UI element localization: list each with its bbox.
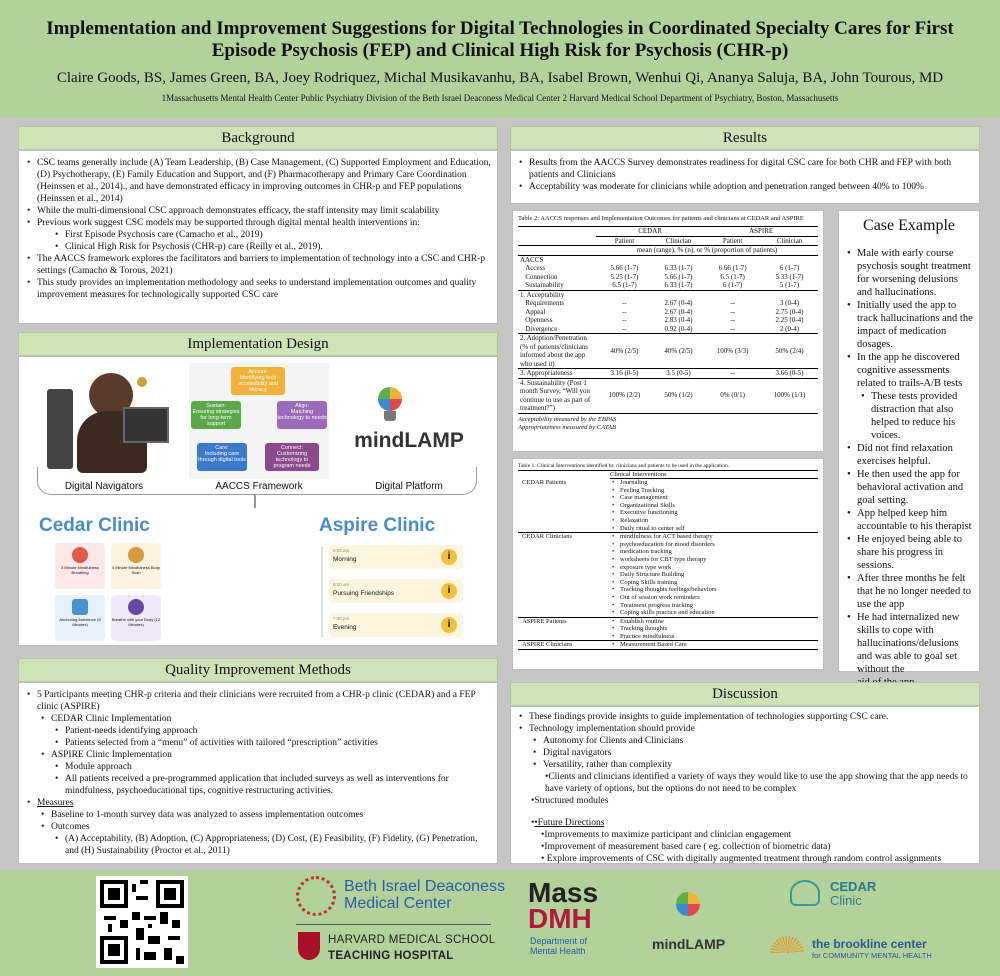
table2-col-header: Patient xyxy=(614,236,635,245)
case-bullet: • Male with early course psychosis sought treatment for worsening delusions and hallucinations. xyxy=(845,247,973,299)
background-bullet: • The AACCS framework explores the facilitators and barriers to implementation of technology into a CSC and CHR-p settings (Camacho & Torous, 2021) xyxy=(25,253,491,277)
table2-cell: 100% (2/2) xyxy=(608,391,641,400)
cedar-tile[interactable]: 3 Minute Mindfulness Breathing xyxy=(55,543,105,589)
info-icon[interactable]: i xyxy=(441,583,457,599)
table2-row xyxy=(518,273,818,282)
discussion-heading: Discussion xyxy=(510,682,980,706)
table2-row xyxy=(518,255,818,264)
table1-group xyxy=(518,618,818,642)
background-bullet: • This study provides an implementation methodology and seeks to understand implementation outcomes and quality improvement measures for technologically supported CSC care xyxy=(25,277,491,301)
table2-cell: 3.16 (0-5) xyxy=(610,369,639,377)
table1-group-name: ASPIRE Clinicians xyxy=(522,641,573,649)
table2-col-header: Clinician xyxy=(776,236,803,245)
table2-row-label: 3. Appropriateness xyxy=(520,369,573,377)
table2-row xyxy=(518,378,818,413)
table1-item: • psychoeducation for mood disorders xyxy=(612,540,715,548)
table2-row xyxy=(518,308,818,317)
table1-group-name: CEDAR Clinicians xyxy=(522,533,573,541)
massdmh-logo xyxy=(528,877,599,934)
table2-cell: 100% (3/3) xyxy=(716,346,749,355)
table2-row xyxy=(518,325,818,334)
table2-cell: 3.5 (0-5) xyxy=(666,369,691,377)
table1-item: • Out of session work reminders xyxy=(612,593,700,601)
qim-bullet: • Outcomes xyxy=(25,821,491,833)
table2-row xyxy=(518,334,818,369)
table2-cell: 6.33 (1-7) xyxy=(664,281,693,289)
table2-cell: 5.33 (1-7) xyxy=(775,272,804,281)
cedar-tile[interactable]: 4 Minute Mindfulness Body Scan xyxy=(111,543,161,589)
background-bullet: • Previous work suggest CSC models may be supported through digital mental health interventions in: xyxy=(25,217,491,229)
table2-cell: 0% (0/1) xyxy=(720,391,745,400)
table1-item: • Treatment progress tracking xyxy=(612,601,694,609)
table2-row-label: 4. Sustainability (Post 1 month Survey, “Will you continue to use as part of treatment?”) xyxy=(520,378,592,412)
table2-row-label: Appeal xyxy=(520,307,546,316)
digital-platform-label: Digital Platform xyxy=(375,481,443,492)
qim-bullet xyxy=(25,797,491,809)
aaccs-connect-label: Connect: xyxy=(280,445,303,451)
table2-cell: -- xyxy=(730,324,735,333)
table1-item: • Practice mindfulness xyxy=(612,632,675,640)
table2-cedar-header: CEDAR xyxy=(596,227,704,237)
mindlamp-bulb-icon xyxy=(676,892,700,916)
case-bullet: • Initially used the app to track hallucinations and the impact of medication dosages. xyxy=(845,299,973,351)
harvard-line: TEACHING HOSPITAL xyxy=(328,950,454,962)
table2 xyxy=(518,226,818,414)
table2-cell: 6.66 (1-7) xyxy=(718,264,747,272)
brookline-line: the brookline center xyxy=(812,937,927,951)
info-icon[interactable]: i xyxy=(441,617,457,633)
table2-cell xyxy=(653,255,704,264)
table2-cell: 6.5 (1-7) xyxy=(720,272,745,281)
table2-row xyxy=(518,369,818,379)
table1-item: • mindfulness for ACT based therapy xyxy=(612,533,713,541)
table2-cell: 3.66 (0-5) xyxy=(775,369,804,377)
poster-body xyxy=(0,118,1000,870)
cedar-clinic-title: Cedar Clinic xyxy=(39,515,150,536)
cedar-app-grid xyxy=(55,543,163,643)
table1-item: • Tracking thoughts xyxy=(612,625,668,633)
poster-authors: Claire Goods, BS, James Green, BA, Joey Rodriquez, Michal Musikavanhu, BA, Isabel Brown, Wenhui Qi, Ananya Saluja, BA, John Tourous, MD xyxy=(56,70,944,86)
table2-cell: 2.67 (0-4) xyxy=(664,299,693,307)
table1-item: • medication tracking xyxy=(612,548,672,556)
dmh-subtext xyxy=(530,936,587,956)
table2-row-label: Divergence xyxy=(520,324,558,333)
table2-row-label: Sustainability xyxy=(520,281,564,289)
table2-caption: Table 2: AACCS responses and Implementation Outcomes for patients and clinicians at CEDAR and ASPIRE xyxy=(518,215,804,222)
qim-bullet: • All patients received a pre-programmed application that included surveys as well as interventions for mindfulness, psychoeducational tips, cognitive restructuring activities. xyxy=(25,773,491,797)
qim-bullet: • 5 Participants meeting CHR-p criteria and their clinicians were recruited from a CHR-p clinic (CEDAR) and a FEP clinic (ASPIRE) xyxy=(25,689,491,713)
table1-caption: Table 1: Clinical Interventions identified by clinicians and patients to be used in the application. xyxy=(518,463,818,471)
table2-cell: -- xyxy=(622,316,627,324)
dmh-sub-line: Department of xyxy=(530,936,588,946)
discussion-bullet: •Structured modules xyxy=(531,796,609,806)
dmh-sub-line: Mental Health xyxy=(530,946,586,956)
results-panel xyxy=(510,150,980,204)
brookline-line: for COMMUNITY MENTAL HEALTH xyxy=(812,951,932,960)
implementation-panel xyxy=(18,356,498,646)
mass-text: Mass xyxy=(528,877,599,908)
qr-code[interactable] xyxy=(96,876,188,968)
case-bullet: • After three months he felt that he no longer needed to use the app xyxy=(845,572,973,611)
table2-row xyxy=(518,281,818,290)
table2-col-header: Clinician xyxy=(665,236,692,245)
discussion-bullet: • Explore improvements of CSC with digitally augmented treatment through random control assignments xyxy=(541,854,942,864)
qim-bullet: • Patient-needs identifying approach xyxy=(25,725,491,737)
case-bullet: • He had internalized new skills to cope with hallucinations/delusions and was able to goal set without the xyxy=(845,611,973,676)
table1-col-header: Clinical Interventions xyxy=(610,471,818,479)
cedar-tile[interactable]: Anchoring Ambience (5 Minutes) xyxy=(55,595,105,641)
qim-heading: Quality Improvement Methods xyxy=(18,658,498,682)
table2-cell xyxy=(704,290,761,299)
poster-affiliations: 1Massachusetts Mental Health Center Public Psychiatry Division of the Beth Israel Deaconess Medical Center 2 Harvard Medical School Department of Psychiatry, Boston, Massachusetts xyxy=(161,93,839,103)
table1-item: • Establish routine xyxy=(612,617,664,625)
table1-item: • exposure type work xyxy=(612,563,672,571)
poster-footer xyxy=(0,870,1000,976)
table1-group-name: ASPIRE Patients xyxy=(522,617,567,625)
case-bullet: • In the app he discovered cognitive assessments related to trails-A/B tests xyxy=(845,351,973,390)
table2-panel xyxy=(512,210,824,452)
table2-cell: 5.25 (1-7) xyxy=(610,272,639,281)
mindlamp-footer-logo: mindLAMP xyxy=(652,936,726,952)
case-bullet: • App helped keep him accountable to his therapist xyxy=(845,507,973,533)
background-heading: Background xyxy=(18,126,498,150)
future-directions-label: •Future Directions xyxy=(534,818,605,828)
table2-cell: -- xyxy=(730,369,735,377)
aaccs-sustain-box xyxy=(191,401,241,429)
table1-item: • Daily ritual to center self xyxy=(612,524,685,532)
aaccs-align-label: Align: xyxy=(295,403,309,409)
qim-bullet: • ASPIRE Clinic Implementation xyxy=(25,749,491,761)
table2-cell xyxy=(653,290,704,299)
aaccs-care-label: Care: xyxy=(215,445,229,451)
digital-navigators-label: Digital Navigators xyxy=(64,481,144,492)
digital-navigator-illustration xyxy=(41,367,171,477)
table2-cell xyxy=(761,255,818,264)
discussion-bullet: • Versatility, rather than complexity xyxy=(517,759,973,771)
aaccs-align-box xyxy=(277,401,327,429)
qim-bullet: • Patients selected from a “menu” of activities with tailored “prescription” activities xyxy=(25,737,491,749)
poster-header xyxy=(0,0,1000,118)
aaccs-framework-diagram xyxy=(189,363,329,479)
table2-cell: -- xyxy=(730,307,735,316)
results-heading: Results xyxy=(510,126,980,150)
table1-item: • Measurement Based Care xyxy=(612,641,687,649)
table2-cell: -- xyxy=(622,299,627,307)
table1-group xyxy=(518,641,818,650)
discussion-bullet: •Improvement of measurement based care ( eg. collection of biometric data) xyxy=(541,842,831,852)
qim-bullet: • CEDAR Clinic Implementation xyxy=(25,713,491,725)
table2-cell: 40% (2/5) xyxy=(610,346,639,355)
case-bullet: • He enjoyed being able to share his progress in sessions. xyxy=(845,533,973,572)
table2-cell: 2.67 (0-4) xyxy=(664,307,693,316)
qim-bullet: • Module approach xyxy=(25,761,491,773)
table2-col-header: Patient xyxy=(722,236,743,245)
table2-row-label: 1. Acceptability xyxy=(520,290,565,299)
table2-cell: 5.66 (1-7) xyxy=(610,264,639,272)
table2-row-label: AACCS xyxy=(520,255,544,264)
table2-cell: 6 (1-7) xyxy=(722,281,743,289)
table1-item: • Feeling Tracking xyxy=(612,486,665,494)
table1-item: • Daily Structure Building xyxy=(612,571,685,579)
table1-item: • Relaxation xyxy=(612,516,649,524)
table2-cell: -- xyxy=(622,324,627,333)
table2-cell: 6.33 (1-7) xyxy=(664,264,693,272)
table1-item: • Executive functioning xyxy=(612,509,678,517)
bidmc-logo-text xyxy=(344,878,505,912)
research-seal-icon xyxy=(296,876,336,916)
table2-cell xyxy=(596,255,653,264)
table2-row-label: 2. Adoption/Penetration (% of patients/clinicians informed about the app who used it) xyxy=(520,334,590,368)
table1-item: • worksheets for CBT type therapy xyxy=(612,555,707,563)
table2-cell: 100% (1/1) xyxy=(773,391,806,400)
harvard-shield-icon xyxy=(298,932,320,960)
table2-cell: 3 (0-4) xyxy=(779,299,800,307)
clinic-text: Clinic xyxy=(830,893,862,908)
aaccs-framework-label: AACCS Framework xyxy=(215,481,303,492)
table2-row xyxy=(518,316,818,325)
lightbulb-icon xyxy=(375,387,405,423)
bidmc-line: Medical Center xyxy=(344,895,452,912)
background-bullet: • CSC teams generally include (A) Team Leadership, (B) Case Management, (C) Supported Employment and Education, (D) Psychotherapy, (E) Family Education and Support, and (F) Pharmacotherapy and Primary Care Coordination (Heinssen et al., 2014)., and have demonstrated efficacy in improving outcomes in CHR-p and FEP populations (Heinssen et al., 2014) xyxy=(25,157,491,205)
table2-cell: 50% (2/4) xyxy=(775,346,804,355)
table1-panel xyxy=(512,458,824,670)
table2-row-label: Requirements xyxy=(520,299,565,307)
aaccs-access-box xyxy=(231,367,285,395)
aspire-schedule xyxy=(317,543,465,643)
footer-divider xyxy=(296,924,491,925)
discussion-bullet: •Clients and clinicians identified a variety of ways they would like to use the app showing that the app needs to have variety of options, but the options do not need to be complex xyxy=(545,772,968,794)
bracket-stem xyxy=(254,494,256,508)
aaccs-access-sub: Identifying tech accessibility and literacy xyxy=(237,375,279,393)
table2-cell: 2.75 (0-4) xyxy=(775,307,804,316)
table2-cell: 50% (1/2) xyxy=(664,391,693,400)
lamp-dot xyxy=(137,377,147,387)
discussion-bullet: • These findings provide insights to guide implementation of technologies supporting CSC care. xyxy=(517,711,973,723)
table2-cell: 2 (0-4) xyxy=(779,324,800,333)
harvard-logo-text xyxy=(328,932,495,964)
qim-panel xyxy=(18,682,498,864)
table2-cell: 40% (2/5) xyxy=(664,346,693,355)
table2-aspire-header: ASPIRE xyxy=(704,227,818,237)
harvard-line: HARVARD MEDICAL SCHOOL xyxy=(328,934,496,946)
table2-cell: 5 (1-7) xyxy=(779,281,800,289)
table2-row-label: Access xyxy=(520,264,546,272)
cedar-text: CEDAR xyxy=(830,879,877,894)
tablet-shape xyxy=(47,389,73,469)
cedar-tree-icon xyxy=(790,880,820,906)
table1-group xyxy=(518,479,818,533)
table1-item: • Coping Skills training xyxy=(612,578,678,586)
case-bullet: • These tests provided distraction that also helped to reduce his voices. xyxy=(845,390,973,442)
results-bullet: • Results from the AACCS Survey demonstrates readiness for digital CSC care for both CHR and FEP with both patients and Clinicians xyxy=(517,157,973,181)
aspire-row[interactable]: 8:00 am Morning i xyxy=(329,545,463,569)
table1-item: • Tracking thoughts feelings/behaviors xyxy=(612,586,717,594)
mindlamp-wordmark: mindLAMP xyxy=(354,429,464,452)
background-panel xyxy=(18,150,498,324)
cedar-footer-logo xyxy=(830,880,876,908)
table2-cell: -- xyxy=(730,316,735,324)
table2-cell: -- xyxy=(622,307,627,316)
table2-cell xyxy=(596,290,653,299)
results-bullet: • Acceptability was moderate for clinicians while adoption and penetration ranged between 40% to 100% xyxy=(517,181,973,193)
table1-item: • Journaling xyxy=(612,479,648,486)
qim-bullet: • Baseline to 1-month survey data was analyzed to assess implementation outcomes xyxy=(25,809,491,821)
aaccs-access-label: Access: xyxy=(248,369,268,375)
table2-cell: 6.5 (1-7) xyxy=(612,281,637,289)
table2-cell xyxy=(704,255,761,264)
table1-item: • Organizational Skills xyxy=(612,501,675,509)
brookline-sun-icon xyxy=(770,936,804,953)
discussion-bullet: • Autonomy for Clients and Clinicians xyxy=(517,735,973,747)
table1-group-name: CEDAR Patients xyxy=(522,479,567,486)
table2-row-label: Connection xyxy=(520,272,558,281)
bracket-line xyxy=(37,467,477,495)
aspire-clinic-title: Aspire Clinic xyxy=(319,515,436,536)
measures-label: Measures xyxy=(37,798,74,808)
table2-cell: 6 (1-7) xyxy=(779,264,800,272)
background-bullet: • While the multi-dimensional CSC approach demonstrates efficacy, the staff intensity may limit scalability xyxy=(25,205,491,217)
table2-note: Appropriateness measured by CATAB xyxy=(518,423,616,431)
cedar-tile[interactable]: Breathe with your Body (12 Minutes) xyxy=(111,595,161,641)
poster-title: Implementation and Improvement Suggestions for Digital Technologies in Coordinated Specialty Cares for First Episode Psychosis (FEP) and Clinical High Risk for Psychosis (CHR-p) xyxy=(46,18,954,61)
discussion-panel xyxy=(510,706,980,864)
discussion-bullet: • Technology implementation should provide xyxy=(517,723,973,735)
laptop-screen xyxy=(123,407,169,443)
table2-row xyxy=(518,299,818,308)
case-bullet: • Did not find relaxation exercises helpful. xyxy=(845,442,973,468)
brookline-footer-logo xyxy=(812,938,932,962)
table2-cell xyxy=(761,290,818,299)
qim-bullet: • (A) Acceptability, (B) Adoption, (C) Appropriateness, (D) Cost, (E) Feasibility, (F) Fidelity, (G) Penetration, and (H) Sustainability (Proctor et al., 2011) xyxy=(25,833,491,857)
aaccs-sustain-label: Sustain: xyxy=(206,403,226,409)
background-subbullet: • Clinical High Risk for Psychosis (CHR-p) care (Reilly et al., 2019). xyxy=(25,241,491,253)
table1-item: • Case management xyxy=(612,494,668,502)
table2-row xyxy=(518,290,818,299)
table2-row-label: Openness xyxy=(520,316,553,324)
aaccs-sustain-sub: Ensuring strategies for long-term support xyxy=(192,409,240,427)
table2-cell: -- xyxy=(730,299,735,307)
bidmc-line: Beth Israel Deaconess xyxy=(344,878,505,895)
info-icon[interactable]: i xyxy=(441,549,457,565)
aaccs-align-sub: Matching technology to needs xyxy=(277,409,327,421)
case-bullet: • He then used the app for behavioral activation and goal setting. xyxy=(845,468,973,507)
table1-item: • Coping skills practice and education xyxy=(612,609,715,617)
case-example-panel xyxy=(838,210,980,675)
aaccs-care-sub: Including care through digital tools xyxy=(198,451,246,463)
table1-body xyxy=(518,479,818,650)
table2-cell: 2.83 (0-4) xyxy=(664,316,693,324)
implementation-heading: Implementation Design xyxy=(18,332,498,356)
case-example-heading: Case Example xyxy=(863,217,955,234)
table2-cell: 0.92 (0-4) xyxy=(664,324,693,333)
background-subbullet: • First Episode Psychosis care (Camacho et al., 2019) xyxy=(25,229,491,241)
discussion-bullet: ••Future Directions xyxy=(531,818,605,828)
table2-note: Acceptability measured by the EBPAS xyxy=(518,415,617,423)
table2-row xyxy=(518,264,818,273)
table2-units: mean (range), % (n), or % (proportion of patients) xyxy=(636,246,778,254)
aspire-row[interactable]: 7:00 pm Evening i xyxy=(329,613,463,637)
discussion-bullet: • Digital navigators xyxy=(517,747,973,759)
table2-body xyxy=(518,255,818,413)
table2-cell: 2.25 (0-4) xyxy=(775,316,804,324)
dmh-text: DMH xyxy=(528,903,592,934)
table1-group xyxy=(518,533,818,618)
table2-cell: 5.66 (1-7) xyxy=(664,272,693,281)
discussion-bullet: •Improvements to maximize participant and clinician engagement xyxy=(541,830,792,840)
aspire-row[interactable]: 9:00 am Pursuing Friendships i xyxy=(329,579,463,603)
aaccs-connect-sub: Customizing technology to program needs xyxy=(273,451,311,469)
